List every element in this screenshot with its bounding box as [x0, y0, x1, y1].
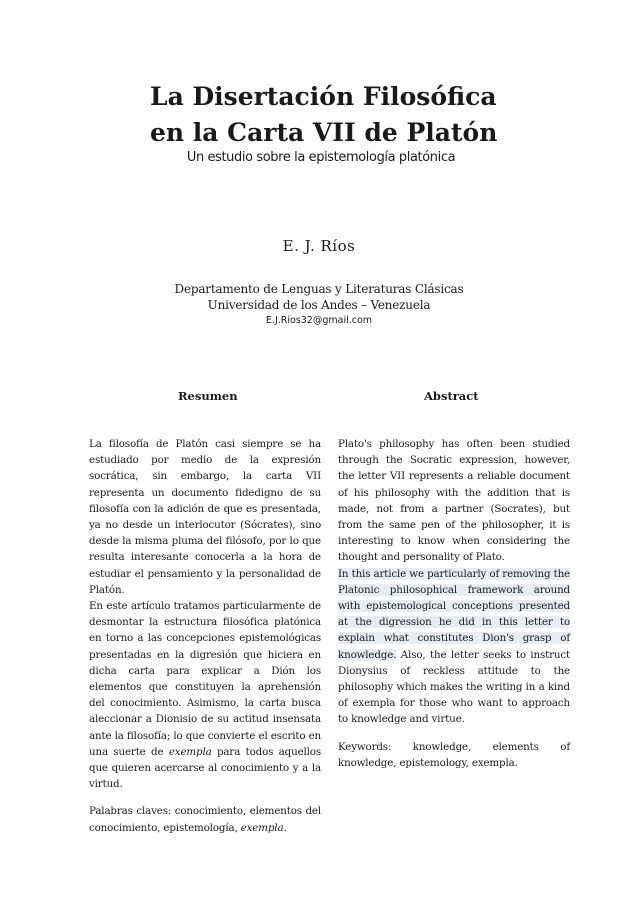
resumen-keywords-italic: exempla: [240, 821, 284, 834]
resumen-p2-italic: exempla: [168, 745, 212, 758]
paper-title-line-1: La Disertación Filosófica: [150, 82, 497, 111]
author-email: E.J.Rios32@gmail.com: [265, 315, 373, 326]
abstract-keywords: Keywords: knowledge, elements of knowledge, epistemology, exempla.: [338, 740, 570, 769]
resumen-p2-text-b: para todos aquellos que quieren acercarse al conocimiento y a la virtud.: [89, 745, 321, 791]
resumen-keywords-end: .: [283, 821, 287, 834]
resumen-p2-text-a: En este artículo tratamos particularmente de desmontar la estructura filosófica platónica en torno a las concepciones epistemológicas presentadas en la digresión que hiciera en dicha carta para explicar a Dión los elementos que constituyen la aprehensión del conocimiento. Asimismo, la carta busca aleccionar a Dionisio de su actitud insensata ante la filosofía; lo que convierte el escrito en una suerte de: [89, 600, 321, 758]
abstract-column: [338, 436, 570, 771]
resumen-paragraph-2: [89, 598, 321, 792]
resumen-paragraph-1: La filosofía de Platón casi siempre se ha estudiado por medio de la expresión socrática, sin embargo, la carta VII representa un documento fidedigno de su filosofía con la adición de que es presentada, ya no desde un interlocutor (Sócrates), sino desde la misma pluma del filósofo, por lo que resulta interesante conocerla a la hora de estudiar el pensamiento y la personalidad de Platón.: [89, 438, 321, 596]
abstract-heading: Abstract: [424, 389, 479, 403]
author-university: Universidad de los Andes – Venezuela: [207, 298, 431, 312]
resumen-heading: Resumen: [178, 389, 238, 403]
author-department: Departamento de Lenguas y Literaturas Clásicas: [174, 282, 464, 296]
resumen-column: [89, 436, 321, 836]
author-name: E. J. Ríos: [282, 237, 356, 255]
abstract-paragraph-2: [338, 566, 570, 728]
resumen-keywords: [89, 803, 321, 835]
abstract-p2-rest: Also, the letter seeks to instruct Dionysius of reckless attitude to the philosophy which makes the writing in a kind of exempla for those who want to approach to knowledge and virtue.: [338, 648, 570, 726]
abstract-highlighted-text: In this article we particularly of removing the Platonic philosophical framework around with epistemological conceptions presented at the digression he did in this letter to explain what constitutes Dion's grasp of knowledge.: [338, 567, 570, 661]
paper-subtitle: Un estudio sobre la epistemología platónica: [186, 150, 456, 165]
resumen-keywords-text: Palabras claves: conocimiento, elementos del conocimiento, epistemología,: [89, 805, 321, 834]
paper-title-line-2: en la Carta VII de Platón: [150, 118, 498, 147]
abstract-paragraph-1: Plato's philosophy has often been studied through the Socratic expression, however, the letter VII represents a reliable document of his philosophy with the addition that is made, not from a partner (Socrates), but from the same pen of the philosopher, it is interesting to know when considering the thought and personality of Plato.: [338, 438, 570, 564]
